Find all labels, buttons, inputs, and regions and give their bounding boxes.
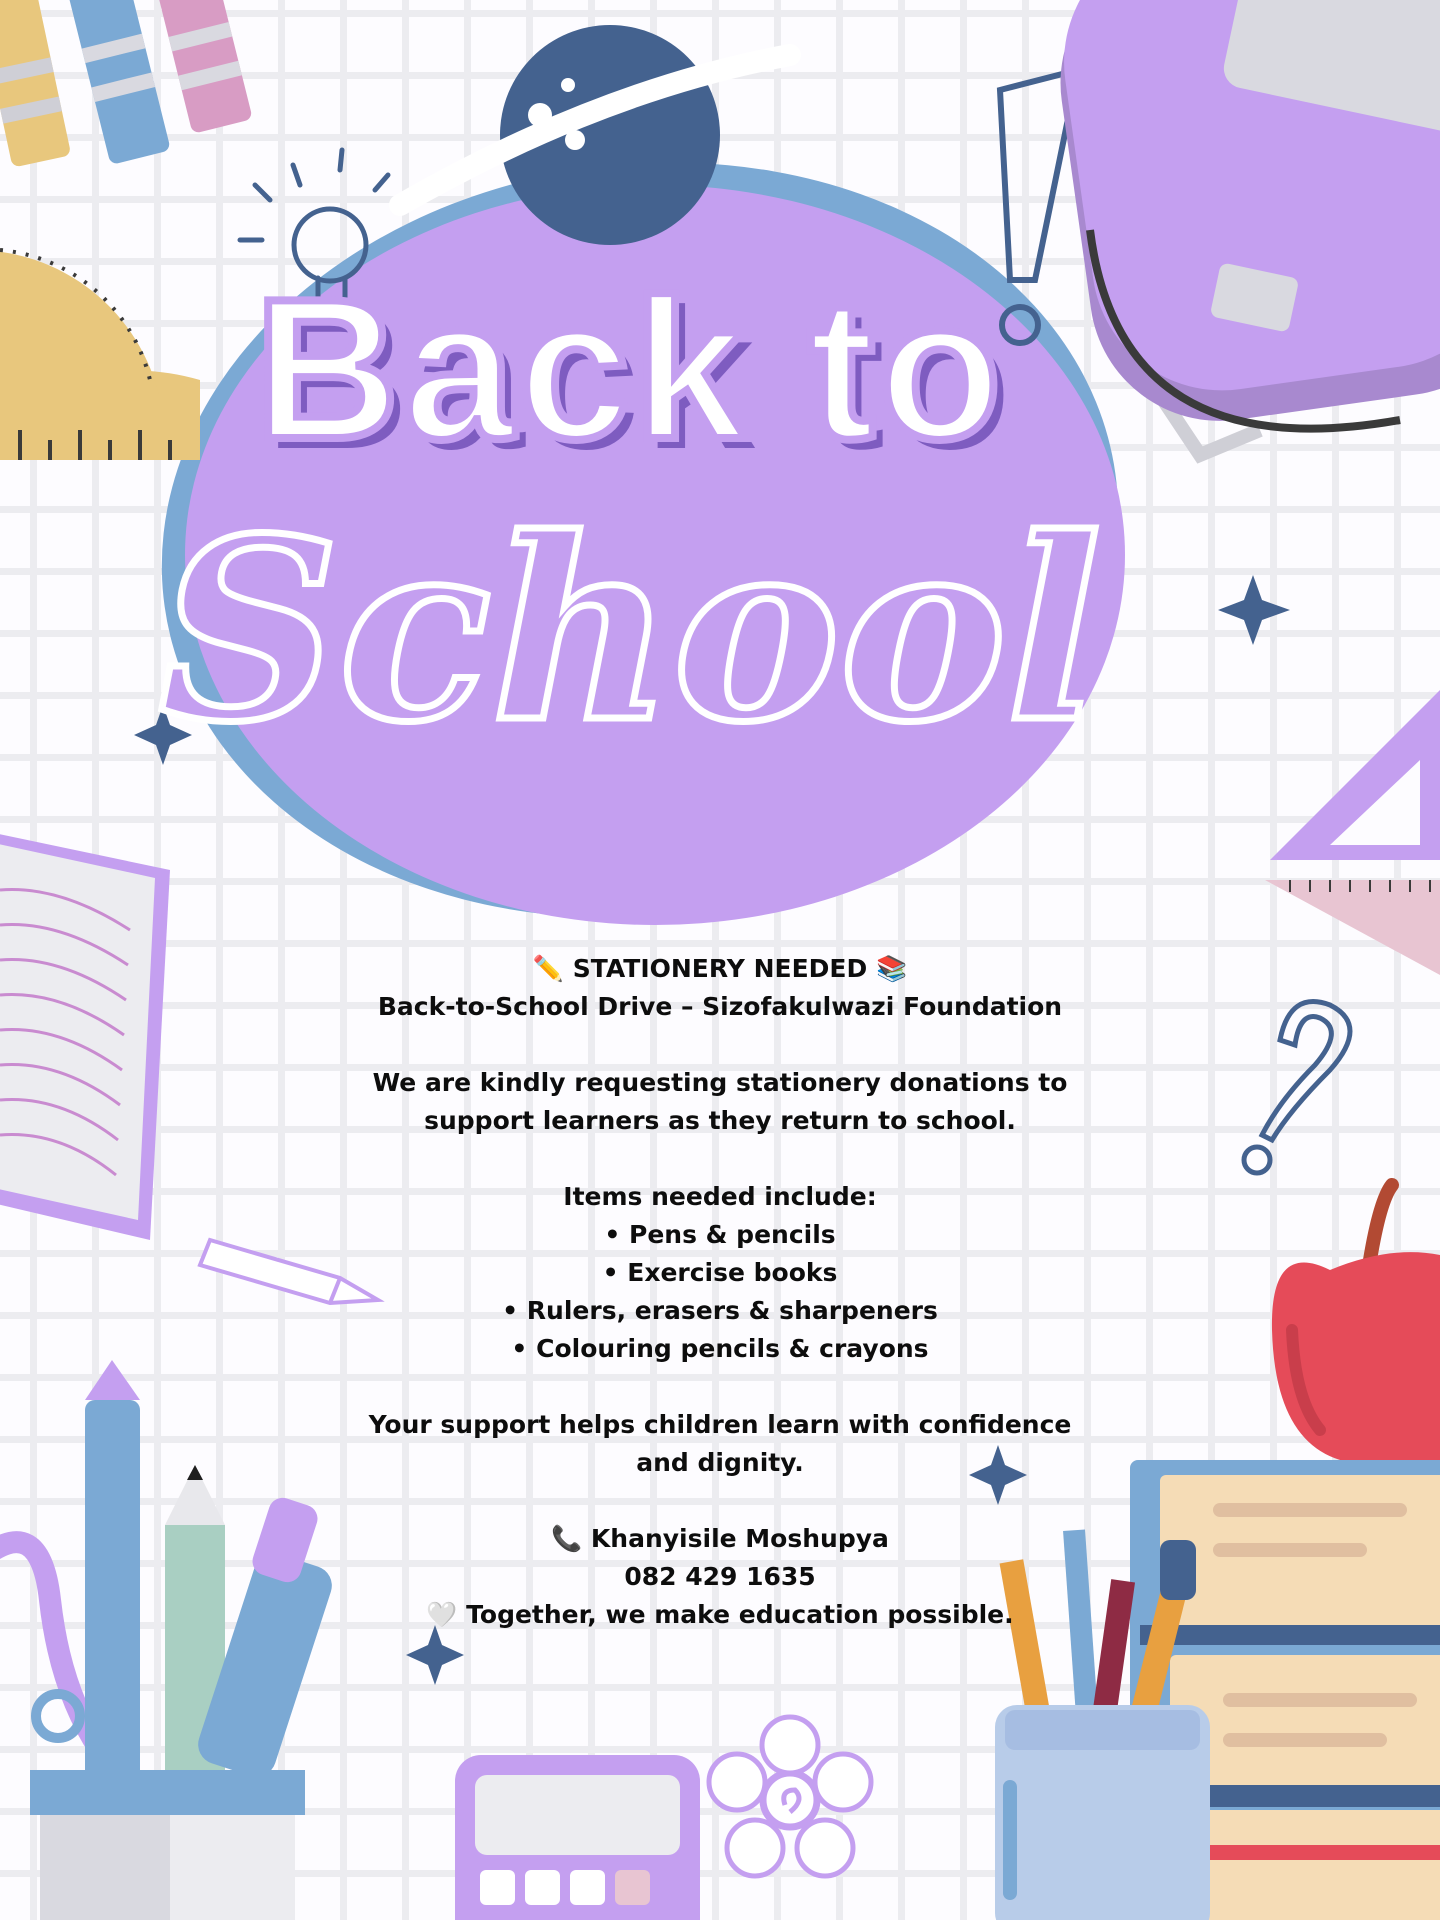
intro-line: We are kindly requesting stationery donations to (372, 1068, 1068, 1097)
list-item: • Colouring pencils & crayons (511, 1334, 929, 1363)
closing-line: Your support helps children learn with confidence (368, 1410, 1072, 1439)
crayons-icon (0, 0, 253, 168)
list-item: • Rulers, erasers & sharpeners (502, 1296, 938, 1325)
contact-phone: 082 429 1635 (624, 1562, 816, 1591)
drive-subheading: Back-to-School Drive – Sizofakulwazi Foundation (377, 992, 1063, 1021)
contact-name: 📞 Khanyisile Moshupya (551, 1524, 889, 1553)
calculator-icon (455, 1755, 700, 1920)
info-block (340, 950, 1100, 1634)
question-mark-icon (1244, 1002, 1350, 1173)
tagline: 🤍 Together, we make education possible. (426, 1600, 1014, 1629)
apple-icon (1272, 1185, 1440, 1460)
items-heading: Items needed include: (563, 1182, 877, 1211)
notebook-icon (0, 830, 170, 1240)
list-item: • Pens & pencils (604, 1220, 836, 1249)
intro-line: support learners as they return to school. (424, 1106, 1016, 1135)
title-back-to: Back to (254, 258, 1006, 481)
set-square-icon (1265, 690, 1440, 975)
pen-cup-icon (0, 1360, 337, 1920)
flower-icon (709, 1717, 871, 1876)
stationery-needed-heading: ✏️ STATIONERY NEEDED 📚 (532, 954, 908, 983)
title-school: School (158, 483, 1102, 777)
closing-line: and dignity. (636, 1448, 804, 1477)
list-item: • Exercise books (602, 1258, 838, 1287)
